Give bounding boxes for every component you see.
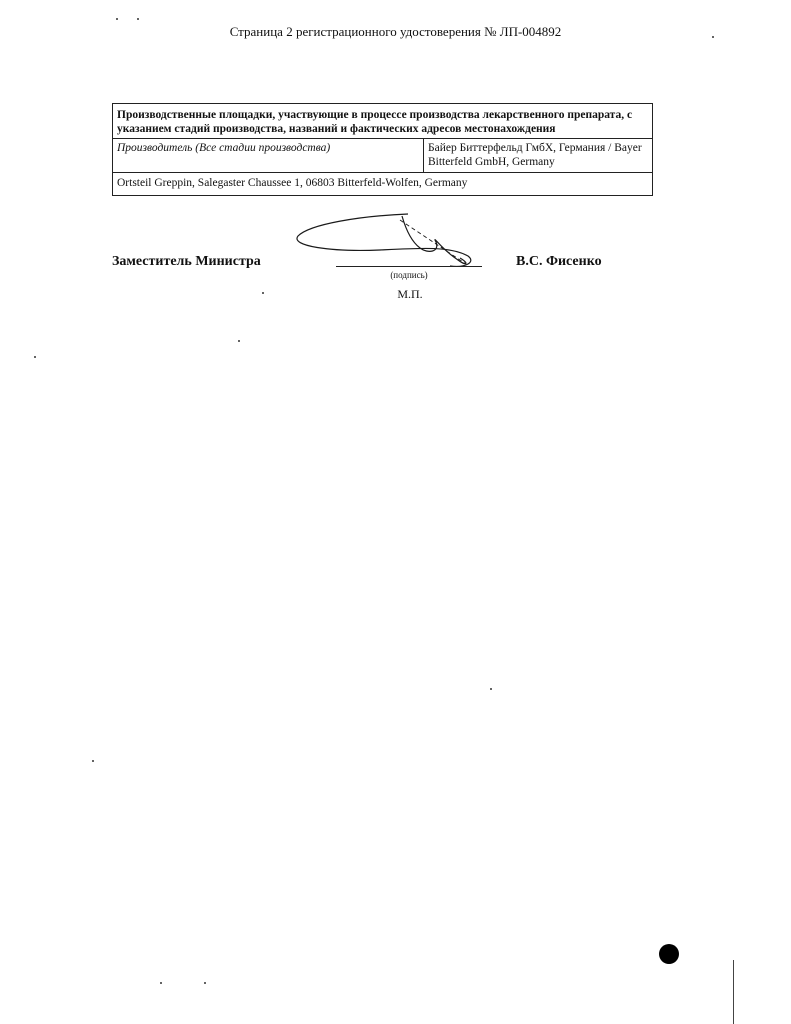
table-row-producer — [113, 138, 652, 172]
scan-edge-line — [733, 960, 734, 1024]
scan-speck — [262, 292, 264, 294]
producer-name-cell: Байер Биттерфельд ГмбХ, Германия / Bayer Bitterfeld GmbH, Germany — [428, 142, 642, 168]
scan-speck — [712, 36, 714, 38]
scan-speck — [34, 356, 36, 358]
page-header: Страница 2 регистрационного удостоверения № ЛП-004892 — [229, 24, 562, 39]
handwritten-signature — [290, 212, 490, 274]
page-marker-dot — [659, 944, 679, 964]
scan-speck — [490, 688, 492, 690]
scan-speck — [116, 18, 118, 20]
position-title: Заместитель Министра — [112, 254, 261, 269]
signature-caption: (подпись) — [390, 270, 428, 280]
scan-speck — [137, 18, 139, 20]
producer-role-cell: Производитель (Все стадии производства) — [113, 139, 424, 172]
signature-line — [336, 266, 482, 267]
scan-speck — [160, 982, 162, 984]
production-sites-table — [112, 103, 653, 196]
table-heading: Производственные площадки, участвующие в процессе производства лекарственного препарата, с указанием стадий производства, названий и фактических адресов местонахождения — [117, 109, 633, 135]
scan-speck — [204, 982, 206, 984]
signatory-name: В.С. Фисенко — [516, 254, 602, 269]
producer-address-cell: Ortsteil Greppin, Salegaster Chaussee 1, 06803 Bitterfeld-Wolfen, Germany — [113, 172, 652, 195]
scan-speck — [92, 760, 94, 762]
seal-mark: М.П. — [397, 287, 423, 301]
scan-speck — [238, 340, 240, 342]
